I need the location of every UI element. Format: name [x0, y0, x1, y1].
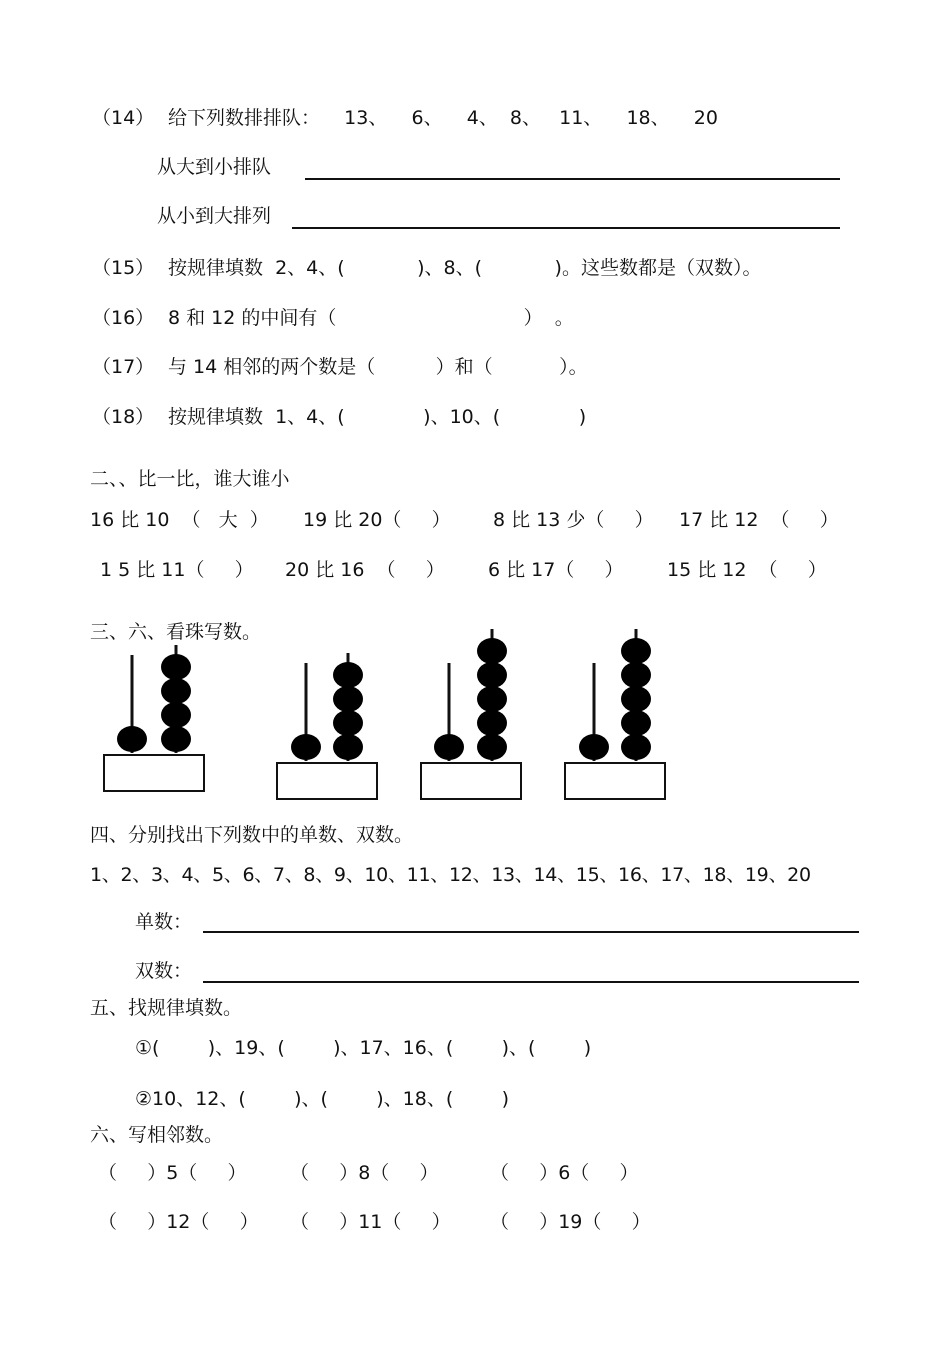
abacus	[421, 629, 521, 799]
ones-bead	[161, 702, 191, 728]
neighbor-item: （ ）19（ ）	[490, 1211, 651, 1233]
compare-item: 8 比 13 少（ ）	[493, 509, 654, 531]
ones-bead	[621, 710, 651, 736]
pattern-line-1: ①( )、19、( )、17、16、( )、( )	[135, 1037, 592, 1059]
number-sequence: 1、2、3、4、5、6、7、8、9、10、11、12、13、14、15、16、17、18、19、20	[90, 864, 811, 886]
ones-bead	[621, 662, 651, 688]
neighbor-item: （ ）11（ ）	[290, 1211, 451, 1233]
pattern-line-2: ②10、12、( )、( )、18、( )	[135, 1088, 509, 1110]
section-4-heading: 四、分别找出下列数中的单数、双数。	[90, 824, 414, 846]
section-2-heading: 二、、比一比，谁大谁小	[90, 468, 290, 490]
abacus-base	[421, 763, 521, 799]
question-17-number: （17）	[92, 356, 155, 378]
abacus-base	[277, 763, 377, 799]
odd-answer-line[interactable]	[203, 931, 859, 933]
even-answer-line[interactable]	[203, 981, 859, 983]
section-5-heading: 五、找规律填数。	[90, 997, 243, 1019]
section-6-heading: 六、写相邻数。	[90, 1124, 224, 1146]
neighbor-item: （ ）12（ ）	[98, 1211, 259, 1233]
ones-bead	[621, 686, 651, 712]
ones-bead	[477, 686, 507, 712]
ones-bead	[333, 686, 363, 712]
neighbor-item: （ ）6（ ）	[490, 1162, 639, 1184]
tens-bead	[579, 734, 609, 760]
question-16-text: 8 和 12 的中间有（ ） 。	[168, 307, 574, 329]
abacus	[104, 645, 204, 791]
question-17-text: 与 14 相邻的两个数是（ ）和（ ）。	[168, 356, 588, 378]
question-14-number: （14）	[92, 107, 155, 129]
ones-bead	[477, 734, 507, 760]
neighbor-item: （ ）5（ ）	[98, 1162, 247, 1184]
even-label: 双数：	[135, 960, 193, 982]
ascending-label: 从小到大排列	[157, 205, 272, 227]
compare-item: 16 比 10 （ 大 ）	[90, 509, 269, 531]
ones-bead	[333, 734, 363, 760]
odd-label: 单数：	[135, 911, 193, 933]
ones-bead	[161, 726, 191, 752]
tens-bead	[117, 726, 147, 752]
ones-bead	[161, 678, 191, 704]
compare-item: 19 比 20（ ）	[303, 509, 451, 531]
abacus-base	[104, 755, 204, 791]
compare-item: 1 5 比 11（ ）	[100, 559, 254, 581]
ones-bead	[333, 710, 363, 736]
question-15-number: （15）	[92, 257, 155, 279]
section-3-heading: 三、六、看珠写数。	[90, 621, 262, 643]
question-15-text: 按规律填数 2、4、( )、8、( )。这些数都是（双数）。	[168, 257, 762, 279]
compare-item: 6 比 17（ ）	[488, 559, 624, 581]
neighbor-item: （ ）8（ ）	[290, 1162, 439, 1184]
descending-label: 从大到小排队	[157, 156, 272, 178]
tens-bead	[291, 734, 321, 760]
question-14-text: 给下列数排排队： 13、 6、 4、 8、 11、 18、 20	[168, 107, 718, 129]
abacus	[565, 629, 665, 799]
ones-bead	[477, 638, 507, 664]
abacus-base	[565, 763, 665, 799]
compare-item: 15 比 12 （ ）	[667, 559, 827, 581]
tens-bead	[434, 734, 464, 760]
ones-bead	[333, 662, 363, 688]
ones-bead	[161, 654, 191, 680]
compare-item: 17 比 12 （ ）	[679, 509, 839, 531]
ones-bead	[621, 734, 651, 760]
question-16-number: （16）	[92, 307, 155, 329]
abacus	[277, 653, 377, 799]
compare-item: 20 比 16 （ ）	[285, 559, 445, 581]
ones-bead	[621, 638, 651, 664]
question-18-number: （18）	[92, 406, 155, 428]
question-18-text: 按规律填数 1、4、( )、10、( )	[168, 406, 587, 428]
ones-bead	[477, 710, 507, 736]
ones-bead	[477, 662, 507, 688]
